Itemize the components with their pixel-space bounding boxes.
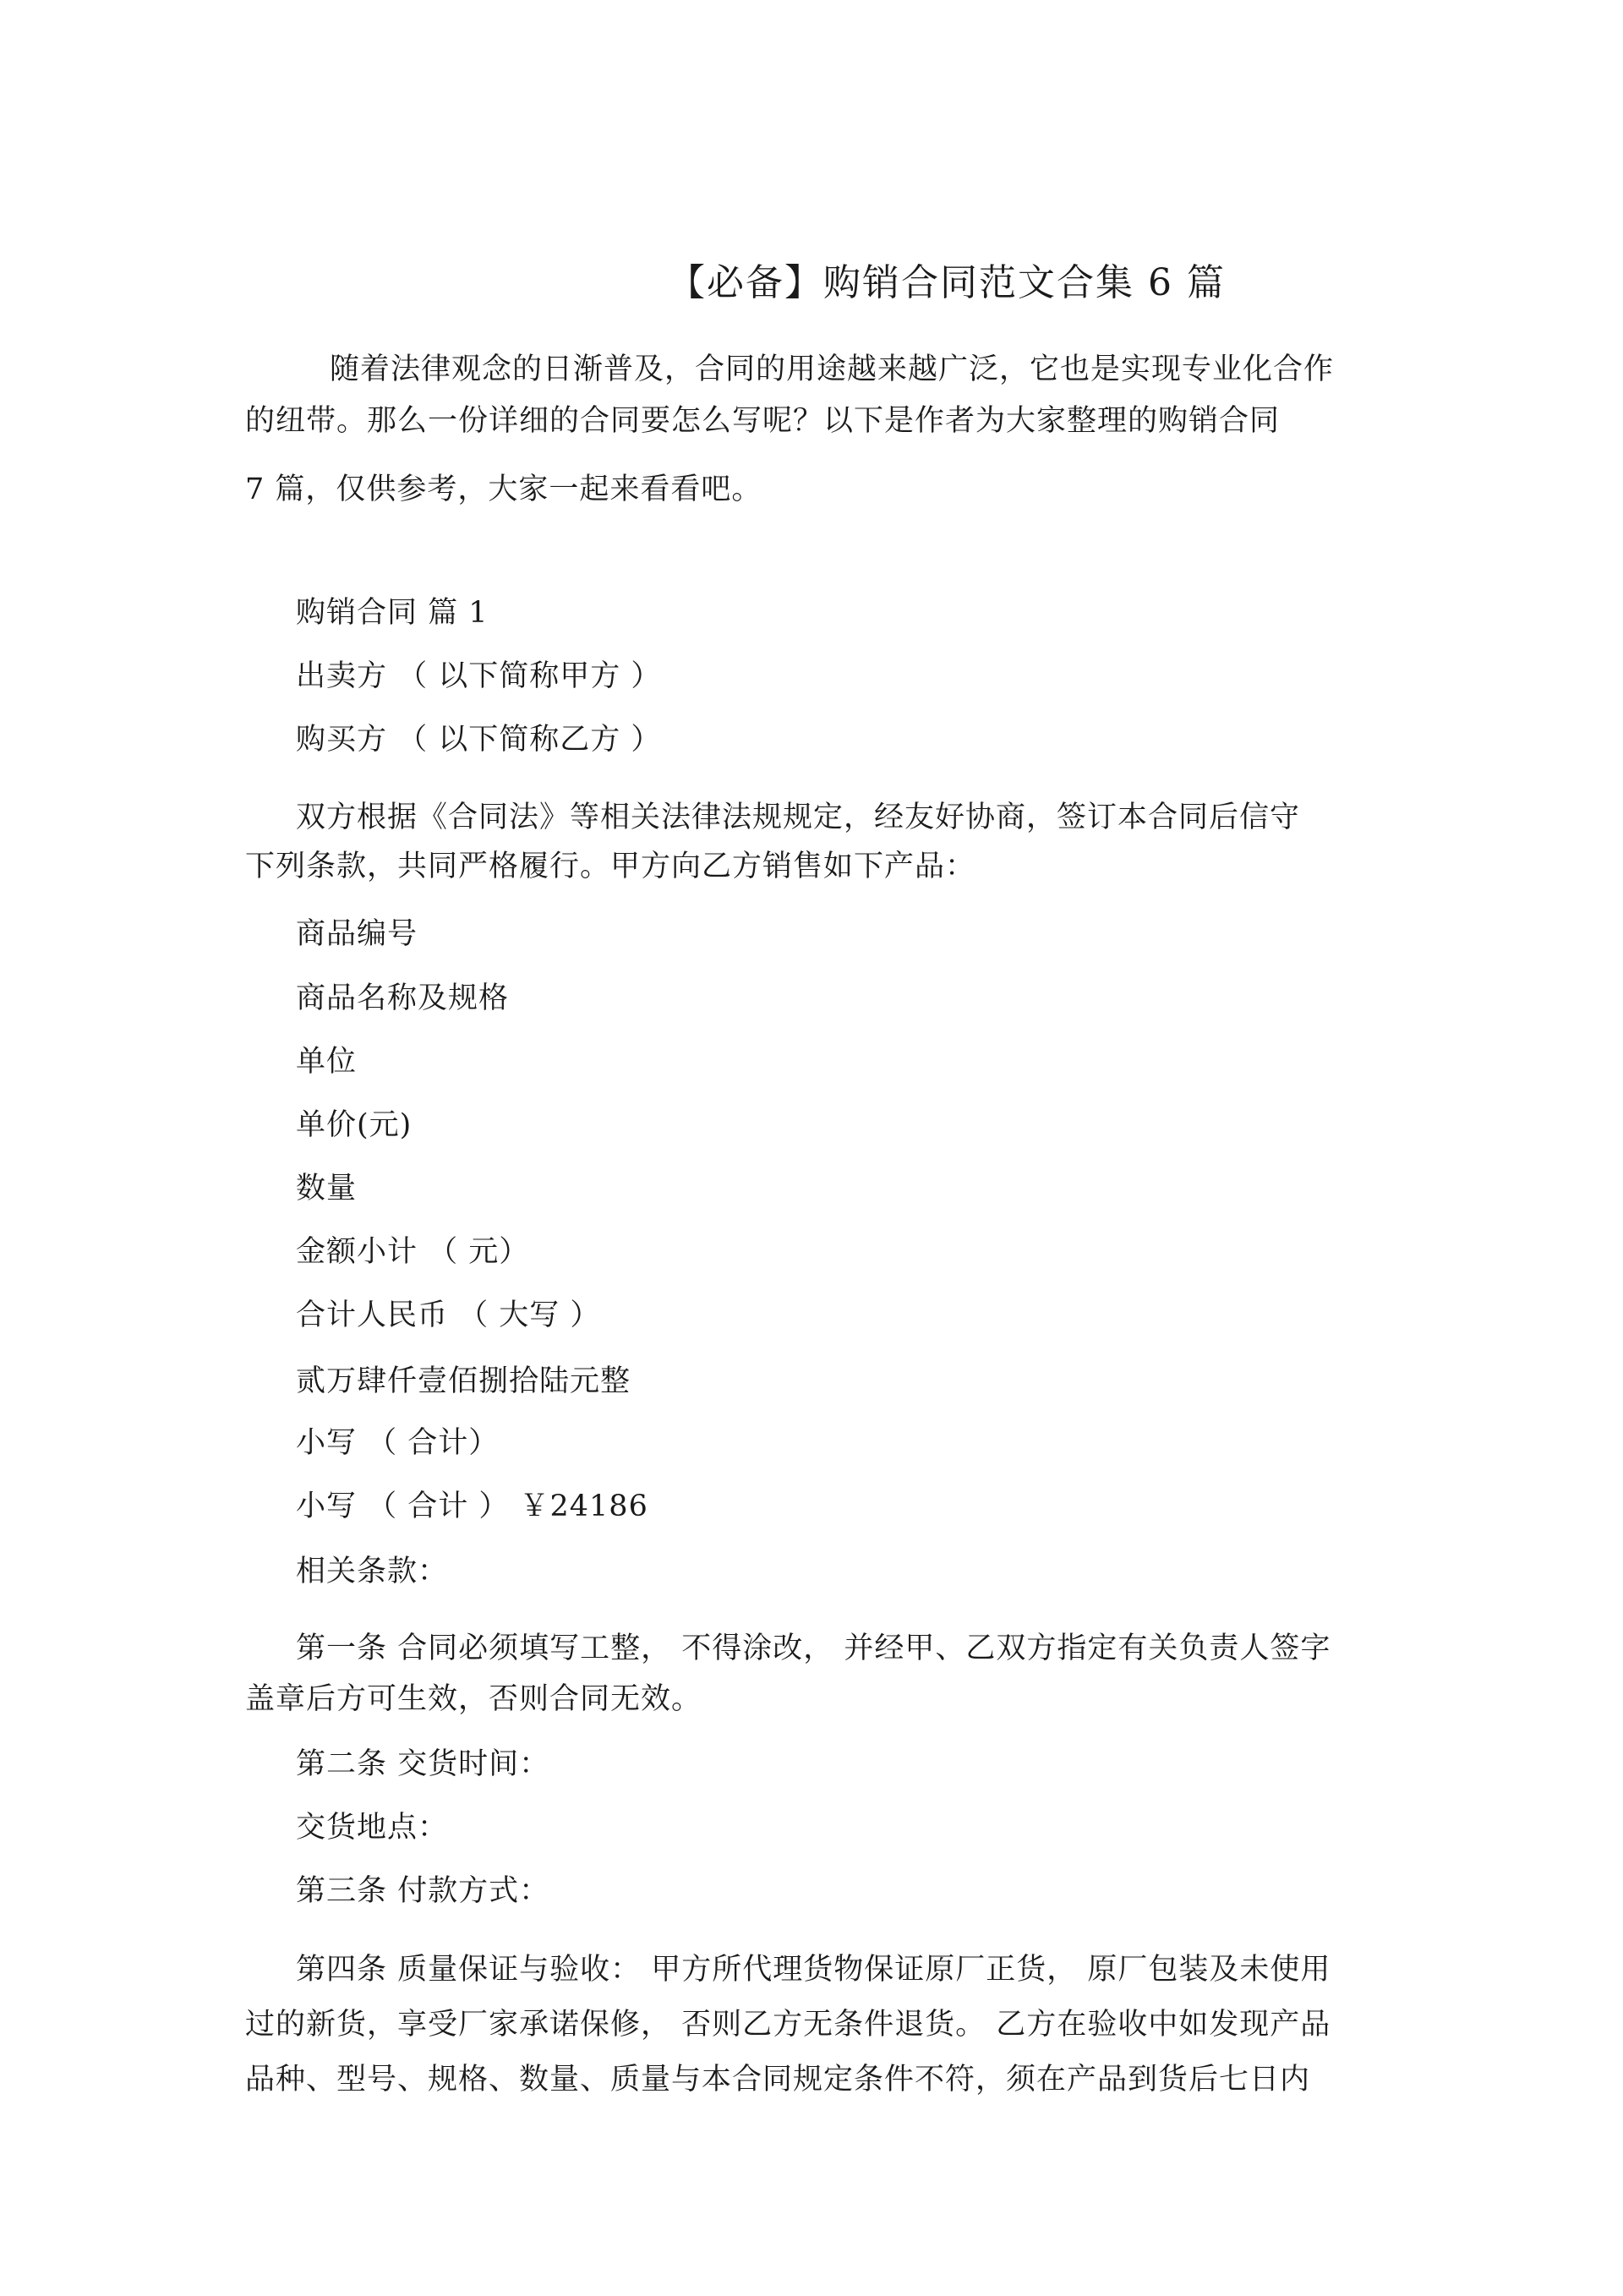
article-2-line: 第二条 交货时间： (296, 1747, 550, 1781)
product-field: 金额小计 （ 元） (296, 1235, 530, 1269)
preamble-line: 双方根据《合同法》等相关法律法规规定，经友好协商，签订本合同后信守 (296, 801, 1301, 834)
intro-line: 的纽带。那么一份详细的合同要怎么写呢？以下是作者为大家整理的购销合同 (245, 404, 1281, 438)
article-4-line: 过的新货，享受厂家承诺保修， 否则乙方无条件退货。 乙方在验收中如发现产品 (245, 2008, 1331, 2042)
product-field: 小写 （ 合计） (296, 1426, 500, 1460)
article-4-line: 第四条 质量保证与验收： 甲方所代理货物保证原厂正货， 原厂包装及未使用 (296, 1953, 1331, 1987)
amount-in-figures: 小写 （ 合计 ） ￥24186 (296, 1490, 648, 1523)
document-title: 【必备】购销合同范文合集 6 篇 (668, 261, 1226, 304)
amount-in-words: 贰万肆仟壹佰捌拾陆元整 (296, 1364, 631, 1398)
article-3-line: 第三条 付款方式： (296, 1874, 550, 1908)
product-field: 合计人民币 （ 大写 ） (296, 1298, 601, 1332)
product-field: 数量 (296, 1172, 358, 1205)
related-terms-heading: 相关条款： (296, 1555, 449, 1588)
preamble-line: 下列条款，共同严格履行。甲方向乙方销售如下产品： (245, 850, 976, 883)
article-1-line: 第一条 合同必须填写工整， 不得涂改， 并经甲、乙双方指定有关负责人签字 (296, 1632, 1331, 1665)
article-4-line: 品种、型号、规格、数量、质量与本合同规定条件不符，须在产品到货后七日内 (245, 2063, 1311, 2096)
delivery-place-line: 交货地点： (296, 1811, 449, 1845)
seller-line: 出卖方 （ 以下简称甲方 ） (296, 659, 662, 693)
buyer-line: 购买方 （ 以下简称乙方 ） (296, 723, 662, 757)
section-heading: 购销合同 篇 1 (296, 596, 489, 630)
product-field: 商品编号 (296, 917, 418, 951)
product-field: 单位 (296, 1045, 358, 1079)
article-1-line: 盖章后方可生效，否则合同无效。 (245, 1682, 702, 1716)
intro-line: 随着法律观念的日渐普及，合同的用途越来越广泛，它也是实现专业化合作 (330, 353, 1335, 386)
product-field: 单价(元) (296, 1108, 413, 1142)
product-field: 商品名称及规格 (296, 981, 510, 1015)
intro-line: 7 篇，仅供参考，大家一起来看看吧。 (245, 473, 762, 506)
